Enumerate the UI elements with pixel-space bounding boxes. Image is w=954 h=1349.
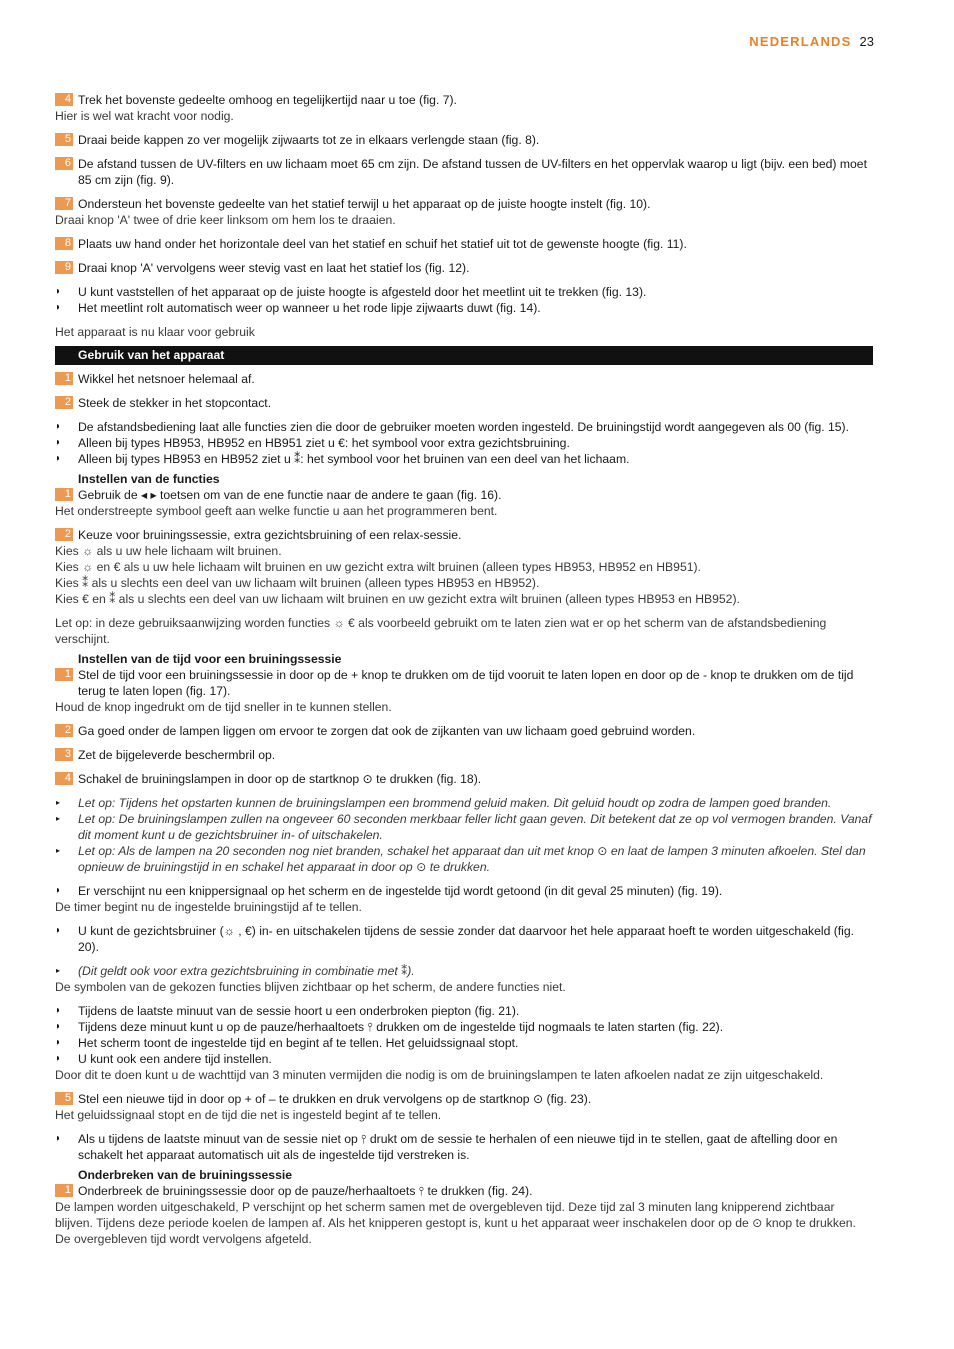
step-item — [55, 196, 873, 212]
bullet-item — [55, 1051, 873, 1067]
spacer — [55, 915, 873, 923]
bullet-icon: ◗ — [55, 302, 62, 313]
body-text: De symbolen van de gekozen functies blijven zichtbaar op het scherm, de andere functies niet. — [55, 980, 566, 994]
spacer — [55, 955, 873, 963]
step-item — [55, 260, 873, 276]
step-text: Stel een nieuwe tijd in door op + of – te drukken en druk vervolgens op de startknop ⊙ (fig. 23). — [78, 1092, 592, 1106]
bullet-text: De afstandsbediening laat alle functies zien die door de gebruiker moeten worden ingesteld. De bruiningstijd wordt aangegeven als 00 (fig. 15). — [78, 420, 850, 434]
sub-heading: Onderbreken van de bruiningssessie — [78, 1168, 293, 1182]
step-text: Draai beide kappen zo ver mogelijk zijwaarts tot ze in elkaars verlengde staan (fig. 8). — [78, 133, 540, 147]
bullet-icon: ◗ — [55, 925, 62, 936]
bullet-text: Tijdens deze minuut kunt u op de pauze/herhaaltoets ⫯ drukken om de ingestelde tijd nogmaals te laten starten (fig. 22). — [78, 1020, 724, 1034]
bullet-item — [55, 419, 873, 435]
step-number-badge: 5 — [55, 1092, 73, 1105]
body-text: Door dit te doen kunt u de wachttijd van 3 minuten vermijden die nodig is om de bruiningslampen te laten afkoelen nadat ze zijn uitgeschakeld. — [55, 1068, 824, 1082]
body-text: Hier is wel wat kracht voor nodig. — [55, 109, 234, 123]
step-number-badge: 2 — [55, 724, 73, 737]
step-item — [55, 236, 873, 252]
spacer — [55, 787, 873, 795]
bullet-item — [55, 883, 873, 899]
step-text: Keuze voor bruiningssessie, extra gezichtsbruining of een relax-sessie. — [78, 528, 462, 542]
bullet-text: Als u tijdens de laatste minuut van de sessie niet op ⫯ drukt om de sessie te herhalen of een nieuwe tijd in te stellen, gaat de aftelling door en schakelt het apparaat automatisch uit als de ingestelde tijd verstreken is. — [78, 1132, 838, 1162]
step-text: Trek het bovenste gedeelte omhoog en tegelijkertijd naar u toe (fig. 7). — [78, 93, 457, 107]
step-item — [55, 771, 873, 787]
body-text: Kies ☼ als u uw hele lichaam wilt bruinen. — [55, 544, 282, 558]
bullet-icon: ◗ — [55, 286, 62, 297]
step-item — [55, 723, 873, 739]
bullet-icon: ◗ — [55, 885, 62, 896]
step-number-badge: 1 — [55, 372, 73, 385]
step-text: Zet de bijgeleverde beschermbril op. — [78, 748, 276, 762]
step-text: Draai knop 'A' vervolgens weer stevig vast en laat het statief los (fig. 12). — [78, 261, 470, 275]
page-number: 23 — [859, 34, 874, 49]
body-text: Draai knop 'A' twee of drie keer linksom om hem los te draaien. — [55, 213, 396, 227]
step-text: Onderbreek de bruiningssessie door op de pauze/herhaaltoets ⫯ te drukken (fig. 24). — [78, 1184, 533, 1198]
note-item — [55, 811, 873, 843]
step-number-badge: 9 — [55, 261, 73, 274]
step-item — [55, 132, 873, 148]
step-item — [55, 747, 873, 763]
bullet-icon: ◗ — [55, 453, 62, 464]
note-item — [55, 795, 873, 811]
bullet-text: Het scherm toont de ingestelde tijd en begint af te tellen. Het geluidssignaal stopt. — [78, 1036, 519, 1050]
step-item — [55, 1091, 873, 1107]
body-text: Let op: in deze gebruiksaanwijzing worden functies ☼ € als voorbeeld gebruikt om te laten zien wat er op het scherm van de afstandsbediening verschijnt. — [55, 616, 827, 646]
bullet-text: U kunt de gezichtsbruiner (☼ , €) in- en uitschakelen tijdens de sessie zonder dat daarvoor het hele apparaat hoeft te worden uitgeschakeld (fig. 20). — [78, 924, 855, 954]
step-item — [55, 527, 873, 543]
small-bullet-icon: ▸ — [56, 814, 61, 823]
bullet-icon: ◗ — [55, 1005, 62, 1016]
small-bullet-icon: ▸ — [56, 966, 61, 975]
spacer — [55, 519, 873, 527]
spacer — [55, 188, 873, 196]
bullet-item — [55, 451, 873, 467]
spacer — [55, 316, 873, 324]
body-text: Houd de knop ingedrukt om de tijd sneller in te kunnen stellen. — [55, 700, 392, 714]
step-number-badge: 1 — [55, 1184, 73, 1197]
step-number-badge: 1 — [55, 668, 73, 681]
spacer — [55, 387, 873, 395]
step-number-badge: 2 — [55, 396, 73, 409]
step-item — [55, 156, 873, 188]
step-text: Stel de tijd voor een bruiningssessie in door op de + knop te drukken om de tijd vooruit te laten lopen en door op de - knop te drukken om de tijd terug te laten lopen (fig. 17). — [78, 668, 854, 698]
spacer — [55, 124, 873, 132]
step-item — [55, 667, 873, 699]
bullet-item — [55, 1131, 873, 1163]
bullet-icon: ◗ — [55, 437, 62, 448]
page-header — [749, 34, 874, 50]
body-text: De lampen worden uitgeschakeld, P verschijnt op het scherm samen met de overgebleven tijd. Deze tijd zal 3 minuten lang knipperend zichtbaar blijven. Tijdens deze periode koelen de lampen af. Als het knipperen gestopt is, kunt u het apparaat weer inschakelen door op de ⊙ knop te drukken. De overgebleven tijd wordt vervolgens afgeteld. — [55, 1200, 856, 1246]
step-number-badge: 5 — [55, 133, 73, 146]
bullet-text: Alleen bij types HB953 en HB952 ziet u ⁑: het symbool voor het bruinen van een deel van het lichaam. — [78, 452, 630, 466]
spacer — [55, 228, 873, 236]
step-number-badge: 8 — [55, 237, 73, 250]
bullet-text: Het meetlint rolt automatisch weer op wanneer u het rode lipje zijwaarts duwt (fig. 14). — [78, 301, 541, 315]
step-text: Wikkel het netsnoer helemaal af. — [78, 372, 255, 386]
step-item — [55, 92, 873, 108]
step-text: Gebruik de ◂ ▸ toetsen om van de ene functie naar de andere te gaan (fig. 16). — [78, 488, 502, 502]
bullet-text: Alleen bij types HB953, HB952 en HB951 ziet u €: het symbool voor extra gezichtsbruining. — [78, 436, 570, 450]
spacer — [55, 1123, 873, 1131]
step-number-badge: 7 — [55, 197, 73, 210]
step-number-badge: 1 — [55, 488, 73, 501]
step-text: De afstand tussen de UV-filters en uw lichaam moet 65 cm zijn. De afstand tussen de UV-filters en het oppervlak waarop u ligt (bijv. een bed) moet 85 cm zijn (fig. 9). — [78, 157, 867, 187]
note-text: Let op: De bruiningslampen zullen na ongeveer 60 seconden merkbaar feller licht gaan geven. Dit betekent dat ze op vol vermogen branden. Vanaf dit moment kunt u de gezichtsbruiner in- of uitschakelen. — [78, 812, 872, 842]
step-item — [55, 1183, 873, 1199]
body-text: Het onderstreepte symbool geeft aan welke functie u aan het programmeren bent. — [55, 504, 498, 518]
note-text: Let op: Tijdens het opstarten kunnen de bruiningslampen een brommend geluid maken. Dit geluid houdt op zodra de lampen goed branden. — [78, 796, 832, 810]
bullet-icon: ◗ — [55, 1021, 62, 1032]
spacer — [55, 148, 873, 156]
step-number-badge: 3 — [55, 748, 73, 761]
spacer — [55, 252, 873, 260]
spacer — [55, 739, 873, 747]
note-item — [55, 843, 873, 875]
bullet-item — [55, 435, 873, 451]
spacer — [55, 875, 873, 883]
bullet-icon: ◗ — [55, 1037, 62, 1048]
spacer — [55, 763, 873, 771]
step-item — [55, 395, 873, 411]
spacer — [55, 995, 873, 1003]
spacer — [55, 607, 873, 615]
body-text: Kies ⁑ als u slechts een deel van uw lichaam wilt bruinen (alleen types HB953 en HB952). — [55, 576, 540, 590]
step-number-badge: 4 — [55, 93, 73, 106]
bullet-item — [55, 1019, 873, 1035]
section-heading: Gebruik van het apparaat — [55, 346, 873, 365]
step-number-badge: 4 — [55, 772, 73, 785]
spacer — [55, 1083, 873, 1091]
bullet-icon: ◗ — [55, 421, 62, 432]
step-text: Ga goed onder de lampen liggen om ervoor te zorgen dat ook de zijkanten van uw lichaam goed gebruind worden. — [78, 724, 696, 738]
small-bullet-icon: ▸ — [56, 846, 61, 855]
step-item — [55, 371, 873, 387]
spacer — [55, 276, 873, 284]
bullet-item — [55, 923, 873, 955]
bullet-icon: ◗ — [55, 1133, 62, 1144]
bullet-item — [55, 1035, 873, 1051]
note-text: Let op: Als de lampen na 20 seconden nog niet branden, schakel het apparaat dan uit met knop ⊙ en laat de lampen 3 minuten afkoelen. Stel dan opnieuw de bruiningstijd in en schakel het apparaat in door op ⊙ te drukken. — [78, 844, 866, 874]
bullet-item — [55, 300, 873, 316]
body-text: Kies ☼ en € als u uw hele lichaam wilt bruinen en uw gezicht extra wilt bruinen (alleen types HB953, HB952 en HB951). — [55, 560, 701, 574]
note-item — [55, 963, 873, 979]
bullet-text: Tijdens de laatste minuut van de sessie hoort u een onderbroken piepton (fig. 21). — [78, 1004, 520, 1018]
step-text: Ondersteun het bovenste gedeelte van het statief terwijl u het apparaat op de juiste hoogte instelt (fig. 10). — [78, 197, 651, 211]
step-text: Schakel de bruiningslampen in door op de startknop ⊙ te drukken (fig. 18). — [78, 772, 482, 786]
bullet-item — [55, 1003, 873, 1019]
body-text: Het apparaat is nu klaar voor gebruik — [55, 325, 255, 339]
bullet-text: Er verschijnt nu een knippersignaal op het scherm en de ingestelde tijd wordt getoond (in dit geval 25 minuten) (fig. 19). — [78, 884, 723, 898]
bullet-icon: ◗ — [55, 1053, 62, 1064]
step-number-badge: 6 — [55, 157, 73, 170]
step-item — [55, 487, 873, 503]
body-text: Kies € en ⁑ als u slechts een deel van uw lichaam wilt bruinen en uw gezicht extra wilt bruinen (alleen types HB953 en HB952). — [55, 592, 740, 606]
bullet-item — [55, 284, 873, 300]
bullet-text: U kunt vaststellen of het apparaat op de juiste hoogte is afgesteld door het meetlint uit te trekken (fig. 13). — [78, 285, 647, 299]
sub-heading: Instellen van de tijd voor een bruiningssessie — [78, 652, 342, 666]
header-language: NEDERLANDS — [749, 34, 852, 49]
step-number-badge: 2 — [55, 528, 73, 541]
body-text: Het geluidssignaal stopt en de tijd die net is ingesteld begint af te tellen. — [55, 1108, 442, 1122]
spacer — [55, 411, 873, 419]
spacer — [55, 715, 873, 723]
body-text: De timer begint nu de ingestelde bruiningstijd af te tellen. — [55, 900, 362, 914]
bullet-text: U kunt ook een andere tijd instellen. — [78, 1052, 272, 1066]
note-text: (Dit geldt ook voor extra gezichtsbruining in combinatie met ⁑). — [78, 964, 415, 978]
step-text: Steek de stekker in het stopcontact. — [78, 396, 272, 410]
document-body — [55, 92, 873, 1247]
sub-heading: Instellen van de functies — [78, 472, 220, 486]
step-text: Plaats uw hand onder het horizontale deel van het statief en schuif het statief uit tot de gewenste hoogte (fig. 11). — [78, 237, 687, 251]
small-bullet-icon: ▸ — [56, 798, 61, 807]
